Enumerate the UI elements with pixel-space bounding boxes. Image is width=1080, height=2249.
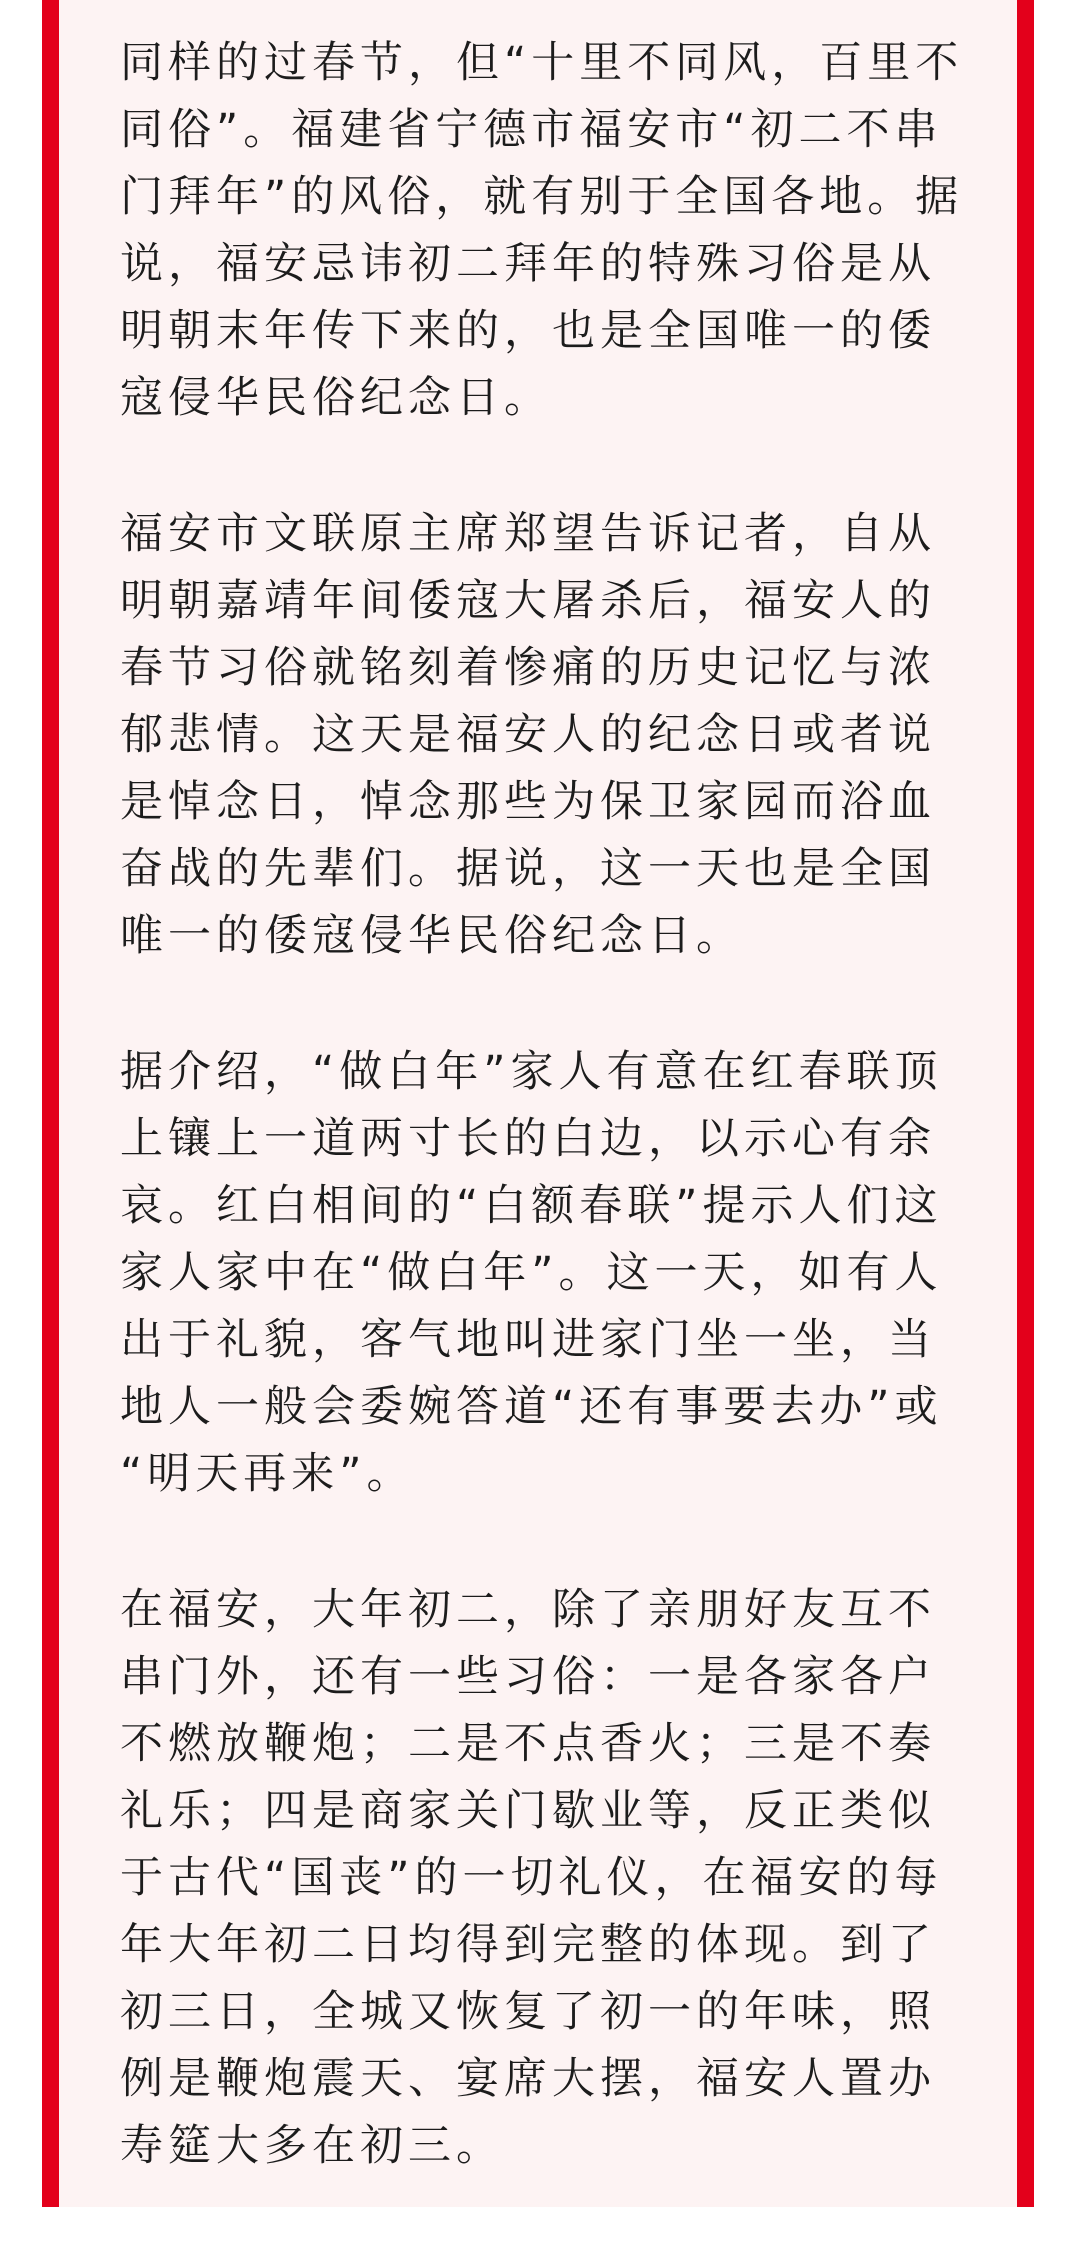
text-line: 据介绍，“做白年”家人有意在红春联顶: [120, 1047, 943, 1097]
text-line: 年大年初二日均得到完整的体现。到了: [120, 1920, 936, 1970]
text-line: 说，福安忌讳初二拜年的特殊习俗是从: [120, 239, 936, 289]
text-line: 郁悲情。这天是福安人的纪念日或者说: [120, 710, 936, 760]
left-red-border: [42, 0, 59, 2207]
text-line: 寿筵大多在初三。: [120, 2121, 504, 2171]
text-line: 同样的过春节，但“十里不同风，百里不: [120, 38, 964, 88]
text-line: 在福安，大年初二，除了亲朋好友互不: [120, 1585, 936, 1635]
text-line: 于古代“国丧”的一切礼仪，在福安的每: [120, 1853, 943, 1903]
text-line: “明天再来”。: [120, 1449, 415, 1499]
text-line: 春节习俗就铭刻着惨痛的历史记忆与浓: [120, 643, 936, 693]
text-line: 初三日，全城又恢复了初一的年味，照: [120, 1987, 936, 2037]
text-line: 例是鞭炮震天、宴席大摆，福安人置办: [120, 2054, 936, 2104]
text-line: 是悼念日，悼念那些为保卫家园而浴血: [120, 777, 936, 827]
text-line: 福安市文联原主席郑望告诉记者，自从: [120, 509, 936, 559]
paragraph-4: [120, 1577, 960, 2180]
paragraph-1: [120, 30, 964, 432]
text-line: 同俗”。福建省宁德市福安市“初二不串: [120, 105, 943, 155]
text-line: 地人一般会委婉答道“还有事要去办”或: [120, 1382, 943, 1432]
text-line: 家人家中在“做白年”。这一天，如有人: [120, 1248, 943, 1298]
text-line: 不燃放鞭炮；二是不点香火；三是不奏: [120, 1719, 936, 1769]
paragraph-3: [120, 1039, 960, 1508]
text-line: 奋战的先辈们。据说，这一天也是全国: [120, 844, 936, 894]
text-line: 唯一的倭寇侵华民俗纪念日。: [120, 911, 744, 961]
text-line: 出于礼貌，客气地叫进家门坐一坐，当: [120, 1315, 936, 1365]
text-line: 上镶上一道两寸长的白边，以示心有余: [120, 1114, 936, 1164]
article-body: [120, 30, 964, 2249]
text-line: 寇侵华民俗纪念日。: [120, 373, 552, 423]
text-line: 礼乐；四是商家关门歇业等，反正类似: [120, 1786, 936, 1836]
text-line: 哀。红白相间的“白额春联”提示人们这: [120, 1181, 943, 1231]
text-line: 明朝嘉靖年间倭寇大屠杀后，福安人的: [120, 576, 936, 626]
text-line: 明朝末年传下来的，也是全国唯一的倭: [120, 306, 936, 356]
text-line: 门拜年”的风俗，就有别于全国各地。据: [120, 172, 964, 222]
right-red-border: [1017, 0, 1034, 2207]
paragraph-2: [120, 501, 960, 970]
text-line: 串门外，还有一些习俗：一是各家各户: [120, 1652, 936, 1702]
